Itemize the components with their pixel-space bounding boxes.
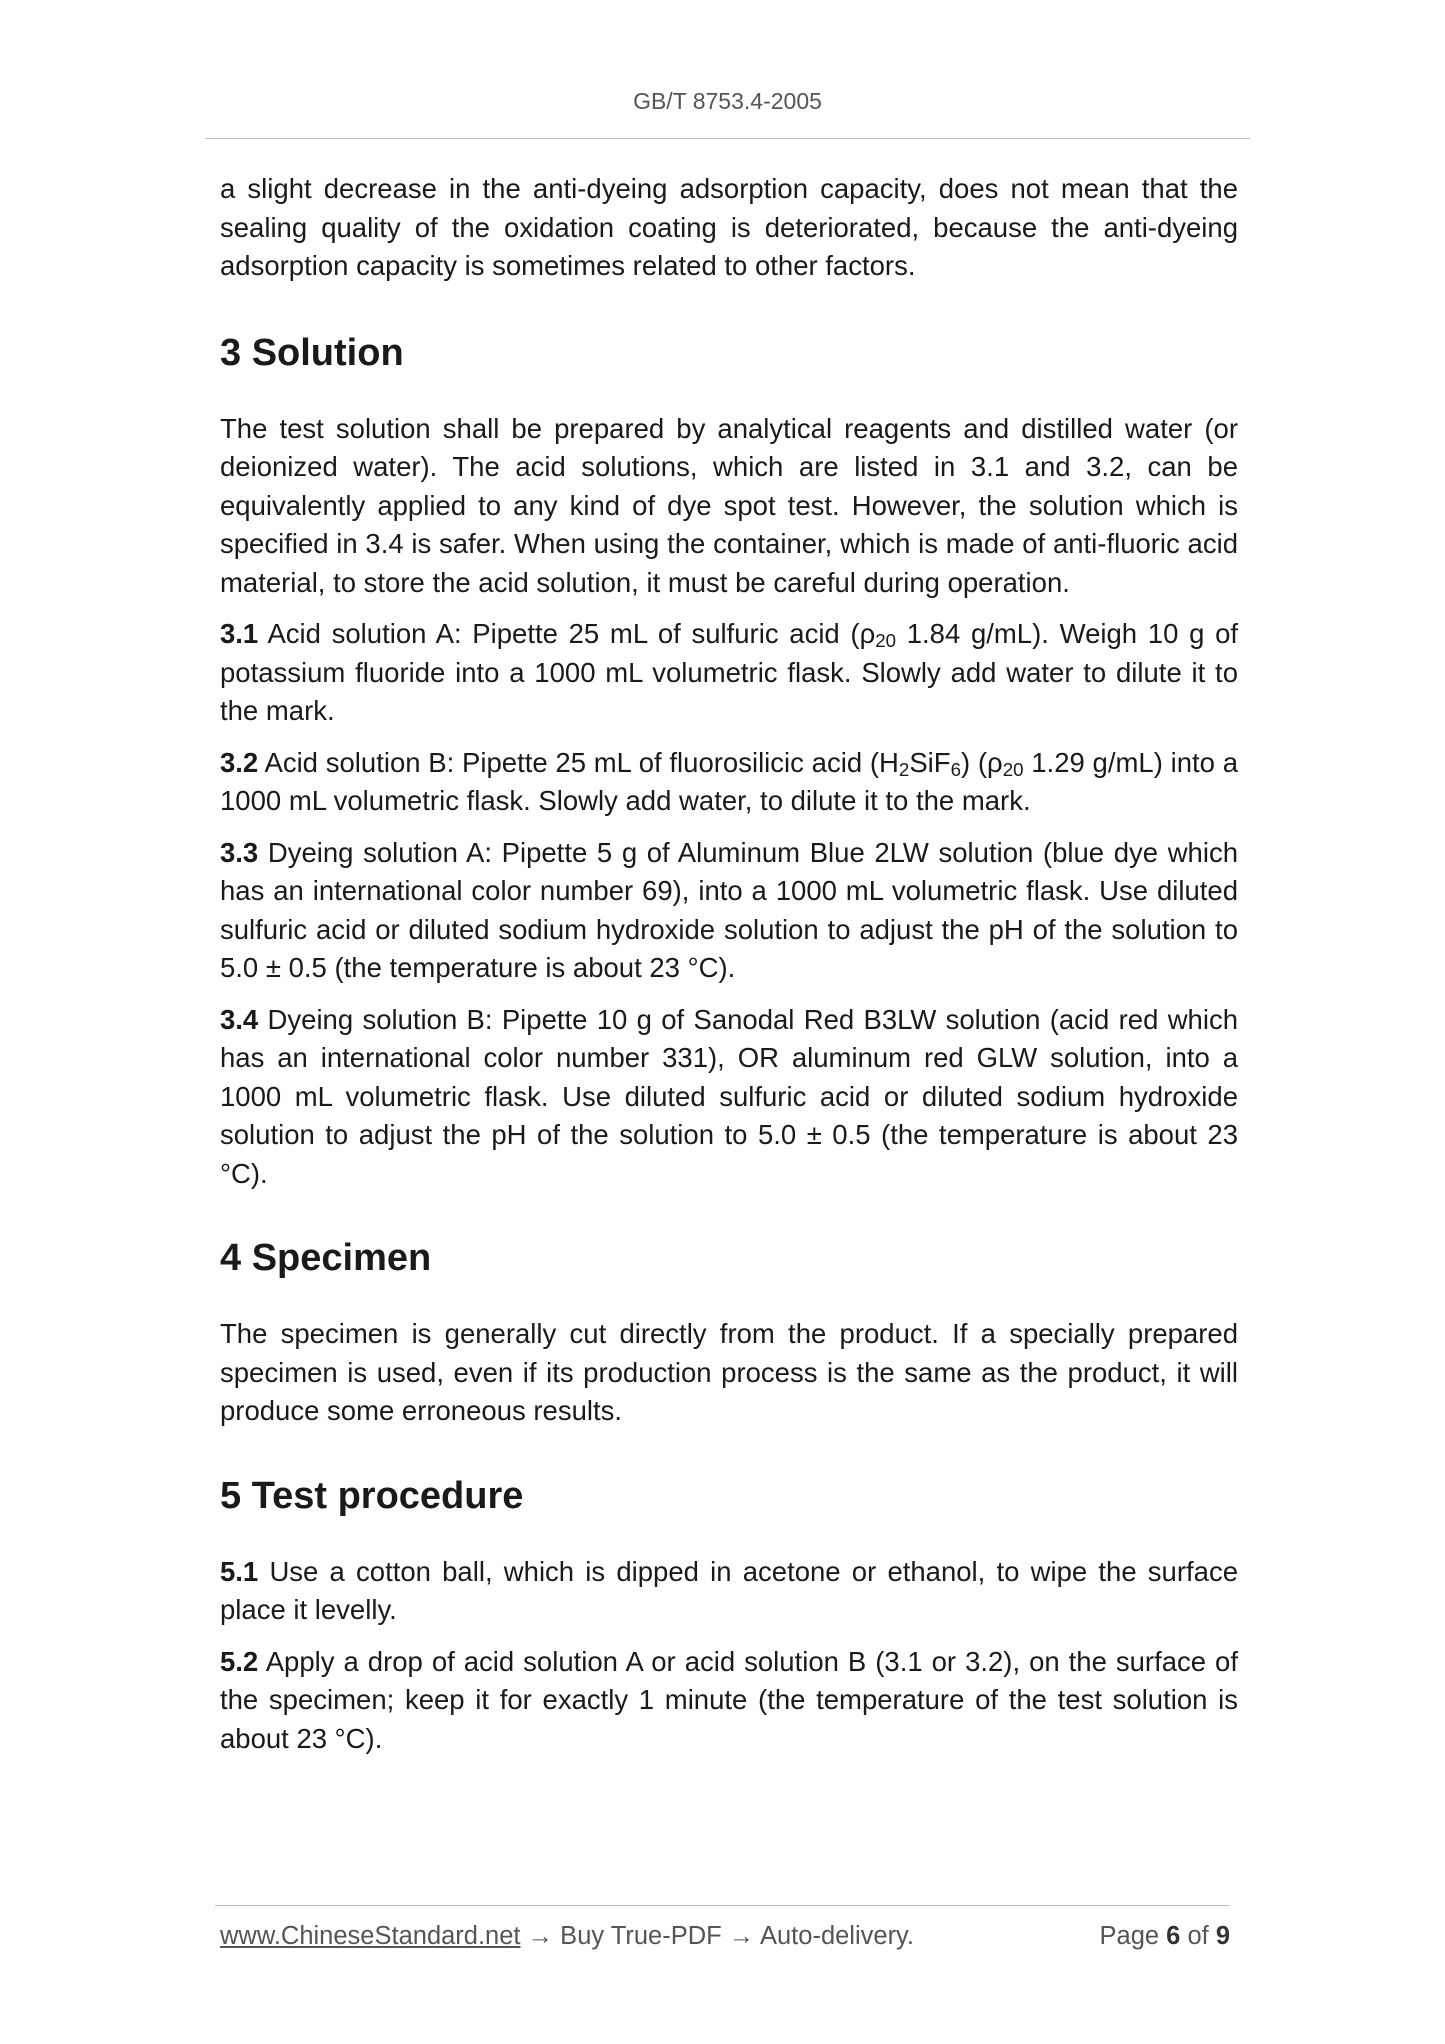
page-footer: [220, 1922, 1230, 1951]
clause-number: 5.2: [220, 1645, 259, 1677]
clause-3-4: [220, 1001, 1238, 1194]
clause-text: Acid solution B: Pipette 25 mL of fluorosilicic acid (H: [264, 746, 899, 778]
subscript: 20: [1002, 758, 1024, 780]
clause-text: Dyeing solution A: Pipette 5 g of Aluminum Blue 2LW solution (blue dye which has an international color number 69), into a 1000 mL volumetric flask. Use diluted sulfuric acid or diluted sodium hydroxide solution to adjust the pH of the solution to 5.0 ± 0.5 (the temperature is about 23 °C).: [220, 836, 1239, 983]
intro-paragraph: a slight decrease in the anti-dyeing adsorption capacity, does not mean that the sealing quality of the oxidation coating is deteriorated, because the anti-dyeing adsorption capacity is sometimes related to other factors.: [220, 173, 1238, 281]
page-label: Page: [1099, 1922, 1160, 1950]
current-page-number: 6: [1166, 1922, 1181, 1950]
total-pages-number: 9: [1215, 1922, 1230, 1950]
page-indicator: [1100, 1922, 1231, 1951]
clause-3-1: [220, 615, 1238, 731]
clause-5-1: [220, 1553, 1238, 1630]
clause-3-2: [220, 744, 1238, 821]
clause-text: 1.29 g/mL) into a 1000 mL volumetric flask. Slowly add water, to dilute it to the mark.: [220, 746, 1239, 816]
header-divider: [205, 138, 1250, 139]
section-4-heading: 4 Specimen: [220, 1237, 432, 1279]
clause-text: Dyeing solution B: Pipette 10 g of Sanodal Red B3LW solution (acid red which has an international color number 331), OR aluminum red GLW solution, into a 1000 mL volumetric flask. Use diluted sulfuric acid or diluted sodium hydroxide solution to adjust the pH of the solution to 5.0 ± 0.5 (the temperature is about 23 °C).: [220, 1003, 1238, 1189]
subscript: 20: [875, 630, 897, 652]
chinese-standard-link[interactable]: www.ChineseStandard.net: [220, 1922, 521, 1950]
document-code-header: GB/T 8753.4-2005: [633, 88, 822, 114]
footer-divider: [215, 1905, 1230, 1906]
clause-text: Use a cotton ball, which is dipped in acetone or ethanol, to wipe the surface place it levelly.: [220, 1555, 1238, 1625]
clause-text: SiF: [909, 746, 951, 778]
section-5-heading: 5 Test procedure: [220, 1474, 524, 1517]
section-4-paragraph: The specimen is generally cut directly from the product. If a specially prepared specimen is used, even if its production process is the same as the product, it will produce some erroneous results.: [220, 1318, 1238, 1426]
clause-number: 3.3: [220, 836, 259, 868]
clause-number: 3.2: [220, 746, 259, 778]
subscript: 6: [950, 758, 961, 780]
clause-number: 5.1: [220, 1555, 259, 1587]
section-3-paragraph: The test solution shall be prepared by analytical reagents and distilled water (or deionized water). The acid solutions, which are listed in 3.1 and 3.2, can be equivalently applied to any kind of dye spot test. However, the solution which is specified in 3.4 is safer. When using the container, which is made of anti-fluoric acid material, to store the acid solution, it must be careful during operation.: [220, 412, 1238, 598]
section-3-heading: 3 Solution: [220, 331, 404, 374]
page-of-label: of: [1187, 1922, 1209, 1950]
clause-number: 3.1: [220, 618, 259, 649]
subscript: 2: [898, 758, 910, 780]
clause-number: 3.4: [220, 1003, 259, 1035]
clause-3-3: [220, 834, 1238, 988]
clause-text: 1.84 g/mL). Weigh 10 g of potassium fluoride into a 1000 mL volumetric flask. Slowly add water to dilute it to the mark.: [220, 618, 1239, 726]
clause-text: ) (ρ: [960, 746, 1003, 778]
page-body: [220, 170, 1238, 1758]
footer-promo-text: → Buy True-PDF → Auto-delivery.: [520, 1922, 914, 1950]
clause-text: Apply a drop of acid solution A or acid solution B (3.1 or 3.2), on the surface of the specimen; keep it for exactly 1 minute (the temperature of the test solution is about 23 °C).: [220, 1645, 1238, 1754]
clause-text: Acid solution A: Pipette 25 mL of sulfuric acid (ρ: [267, 618, 876, 649]
clause-5-2: [220, 1643, 1238, 1759]
